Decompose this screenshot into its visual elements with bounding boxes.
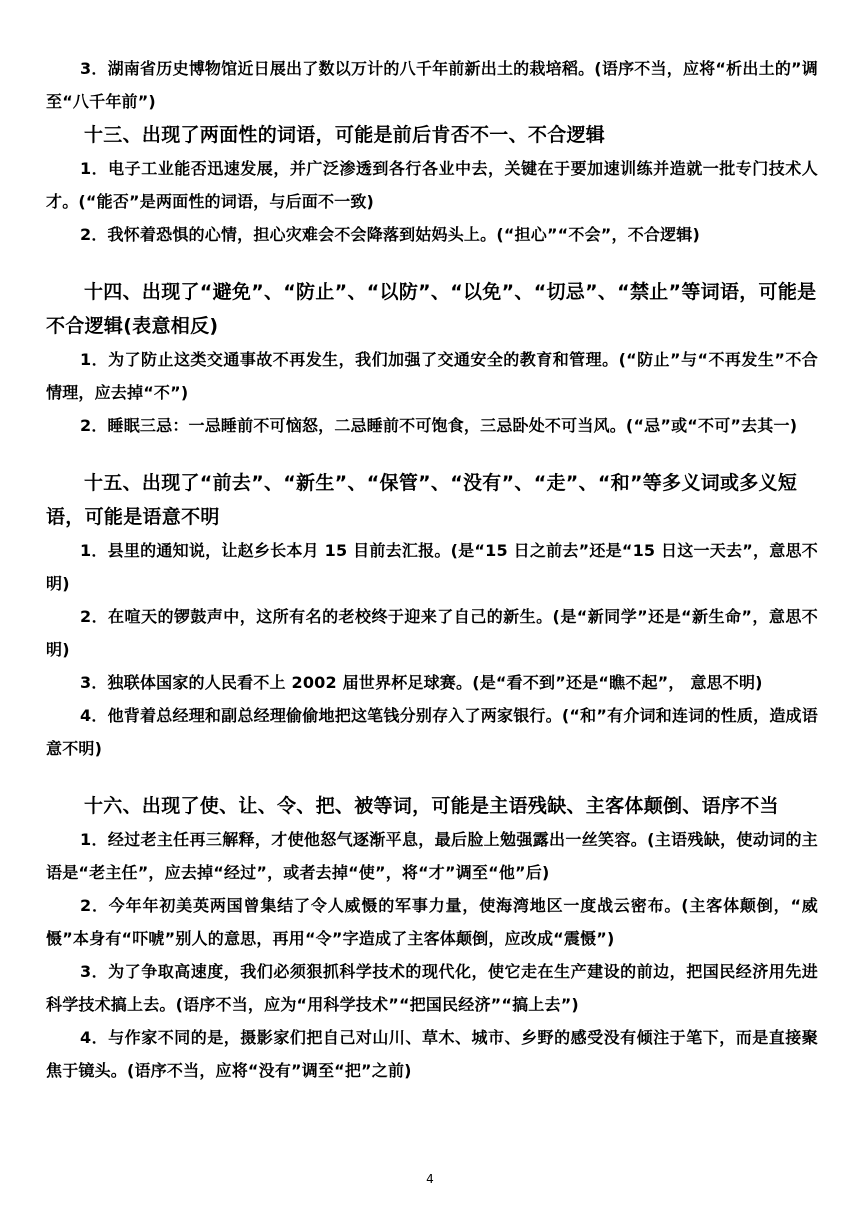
section-16-item-4: 4．与作家不同的是，摄影家们把自己对山川、草木、城市、乡野的感受没有倾注于笔下，而是直接聚焦于镜头。(语序不当，应将“没有”调至“把”之前) <box>46 1028 818 1080</box>
section-13-heading: 十三、出现了两面性的词语，可能是前后肯否不一、不合逻辑 <box>84 124 606 146</box>
section-15-heading: 十五、出现了“前去”、“新生”、“保管”、“没有”、“走”、“和”等多义词或多义短语，可能是语意不明 <box>46 472 798 528</box>
section-16-heading: 十六、出现了使、让、令、把、被等词，可能是主语残缺、主客体颠倒、语序不当 <box>84 795 779 817</box>
section-16-item-1: 1．经过老主任再三解释，才使他怒气逐渐平息，最后脸上勉强露出一丝笑容。(主语残缺，使动词的主语是“老主任”，应去掉“经过”，或者去掉“使”，将“才”调至“他”后) <box>46 830 818 882</box>
document-body <box>46 52 818 1087</box>
section-spacer <box>46 765 818 789</box>
section-14-item-1: 1．为了防止这类交通事故不再发生，我们加强了交通安全的教育和管理。(“防止”与“不再发生”不合情理，应去掉“不”) <box>46 350 818 402</box>
section-12-item-3: 3．湖南省历史博物馆近日展出了数以万计的八千年前新出土的栽培稻。(语序不当，应将“析出土的”调至“八千年前”) <box>46 59 818 111</box>
section-spacer <box>46 442 818 466</box>
section-15-item-1: 1．县里的通知说，让赵乡长本月 15 目前去汇报。(是“15 日之前去”还是“15 日这一天去”，意思不明) <box>46 541 818 593</box>
section-spacer <box>46 251 818 275</box>
section-15-item-4: 4．他背着总经理和副总经理偷偷地把这笔钱分别存入了两家银行。(“和”有介词和连词的性质，造成语意不明) <box>46 706 818 758</box>
section-16-item-2: 2．今年年初美英两国曾集结了令人威慑的军事力量，使海湾地区一度战云密布。(主客体颠倒，“威慑”本身有“吓唬”别人的意思，再用“令”字造成了主客体颠倒，应改成“震慑”) <box>46 896 818 948</box>
section-13-item-2: 2．我怀着恐惧的心情，担心灾难会不会降落到姑妈头上。(“担心”“不会”，不合逻辑) <box>80 225 701 244</box>
section-16-item-3: 3．为了争取高速度，我们必须狠抓科学技术的现代化，使它走在生产建设的前边，把国民经济用先进科学技术搞上去。(语序不当，应为“用科学技术”“把国民经济”“搞上去”) <box>46 962 818 1014</box>
section-15-item-2: 2．在喧天的锣鼓声中，这所有名的老校终于迎来了自己的新生。(是“新同学”还是“新生命”，意思不明) <box>46 607 818 659</box>
section-15-item-3: 3．独联体国家的人民看不上 2002 届世界杯足球赛。(是“看不到”还是“瞧不起”， 意思不明) <box>80 673 763 692</box>
section-14-heading: 十四、出现了“避免”、“防止”、“以防”、“以免”、“切忌”、“禁止”等词语，可能是不合逻辑(表意相反) <box>46 281 817 337</box>
section-13-item-1: 1．电子工业能否迅速发展，并广泛渗透到各行各业中去，关键在于要加速训练并造就一批专门技术人才。(“能否”是两面性的词语，与后面不一致) <box>46 159 818 211</box>
section-14-item-2: 2．睡眠三忌：一忌睡前不可恼怒，二忌睡前不可饱食，三忌卧处不可当风。(“忌”或“不可”去其一) <box>80 416 798 435</box>
page-number: 4 <box>426 1172 434 1186</box>
